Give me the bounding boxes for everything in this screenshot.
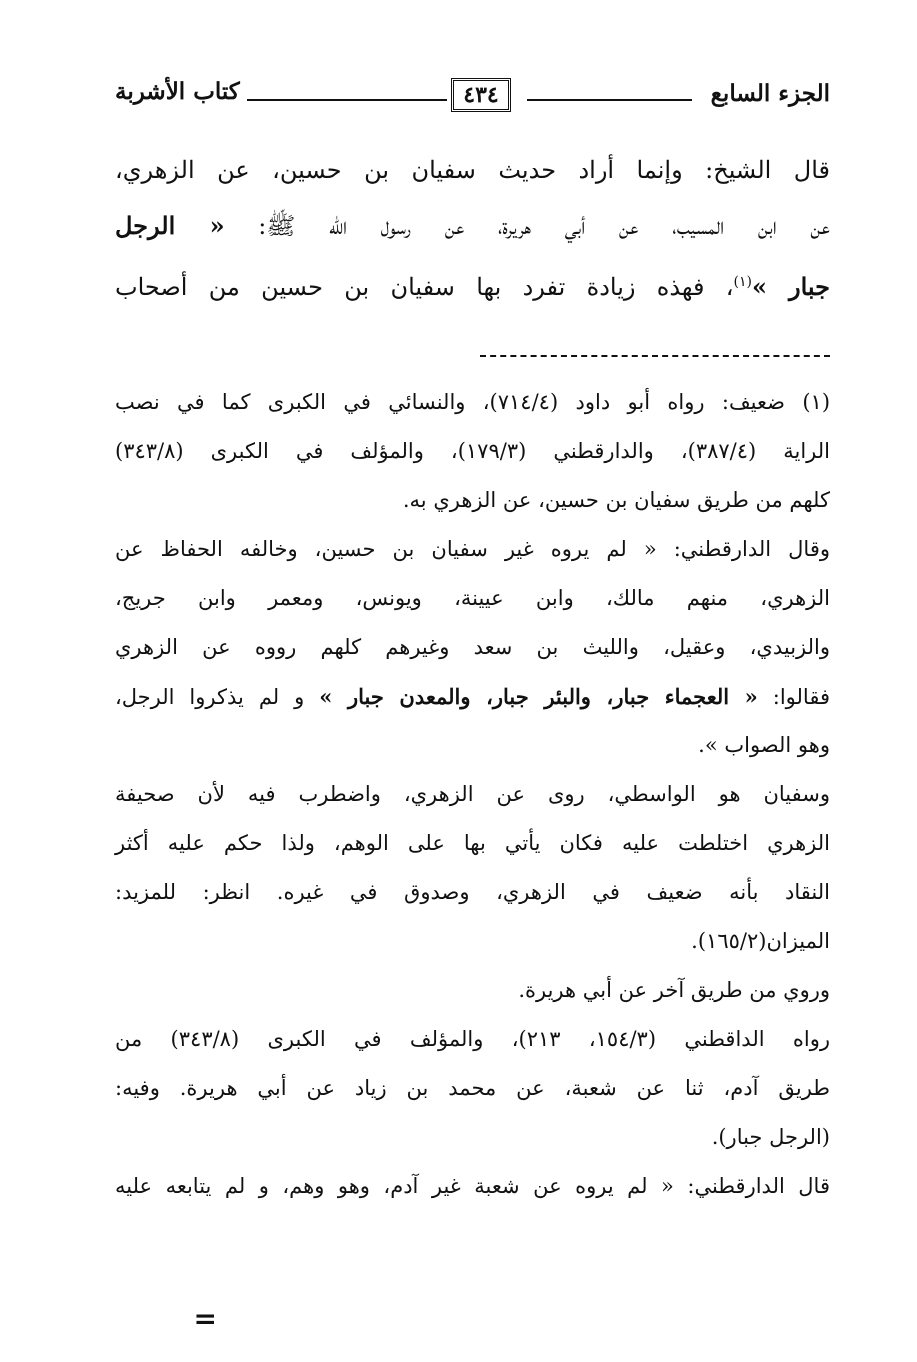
footnote-line: رواه الداقطني (١٥٤/٣، ٢١٣)، والمؤلف في الكبرى (٣٤٣/٨) من xyxy=(115,1027,831,1051)
footnote-line: وروي من طريق آخر عن أبي هريرة. xyxy=(518,978,830,1002)
footnote-separator xyxy=(480,355,830,357)
footnotes xyxy=(115,378,830,1211)
footnote-line: الميزان(١٦٥/٢). xyxy=(691,929,830,953)
book-page xyxy=(115,0,830,1362)
footnote-line: طريق آدم، ثنا عن شعبة، عن محمد بن زياد عن أبي هريرة. وفيه: xyxy=(115,1076,830,1100)
footnote-line: الراية (٣٨٧/٤)، والدارقطني (١٧٩/٣)، والمؤلف في الكبرى (٣٤٣/٨) xyxy=(115,439,830,463)
footnote-line: وهو الصواب ». xyxy=(698,733,830,757)
page-number: ٤٣٤ xyxy=(451,78,511,112)
footnote-line: وقال الدارقطني: « لم يروه غير سفيان بن حسين، وخالفه الحفاظ عن xyxy=(115,537,830,561)
footnote-line: كلهم من طريق سفيان بن حسين، عن الزهري به. xyxy=(402,488,830,512)
footnote-line: (الرجل جبار). xyxy=(711,1125,830,1149)
footnote-ref: (١) xyxy=(733,274,752,290)
bold-quote-start: « الرجل xyxy=(115,211,225,240)
main-text xyxy=(115,142,830,310)
book-title: كتاب الأشربة xyxy=(115,78,240,105)
header-rule-left xyxy=(247,99,447,101)
footnote-line: الزهري اختلطت عليه فكان يأتي بها على الوهم، ولذا حكم عليه أكثر xyxy=(115,831,830,855)
main-line: عن ابن المسيب، عن أبي هريرة، عن رسول الله ﷺ: « الرجل xyxy=(115,211,830,240)
footnote-line: قال الدارقطني: « لم يروه عن شعبة غير آدم، وهو وهم، و لم يتابعه عليه xyxy=(115,1174,830,1198)
continuation-mark: = xyxy=(193,1302,217,1335)
bold-quote-end: جبار » xyxy=(751,272,830,301)
page-header xyxy=(115,78,830,118)
footnote-line: والزبيدي، وعقيل، والليث بن سعد وغيرهم كلهم رووه عن الزهري xyxy=(115,635,830,659)
part-title: الجزء السابع xyxy=(710,80,830,107)
header-rule-right xyxy=(527,99,692,101)
footnote-line: الزهري، منهم مالك، وابن عيينة، ويونس، ومعمر وابن جريج، xyxy=(115,586,830,610)
footnote-line: النقاد بأنه ضعيف في الزهري، وصدوق في غيره. انظر: للمزيد: xyxy=(115,880,830,904)
footnote-line: (١) ضعيف: رواه أبو داود (٧١٤/٤)، والنسائي في الكبرى كما في نصب xyxy=(115,390,831,414)
footnote-line: فقالوا: « العجماء جبار، والبئر جبار، والمعدن جبار » و لم يذكروا الرجل، xyxy=(115,684,830,709)
main-line: جبار »$^{(١)}$، فهذه زيادة تفرد بها سفيان بن حسين من أصحاب xyxy=(115,272,830,301)
footnote-line: وسفيان هو الواسطي، روى عن الزهري، واضطرب فيه لأن صحيفة xyxy=(115,782,830,806)
main-line: قال الشيخ: وإنما أراد حديث سفيان بن حسين، عن الزهري، xyxy=(115,156,830,184)
